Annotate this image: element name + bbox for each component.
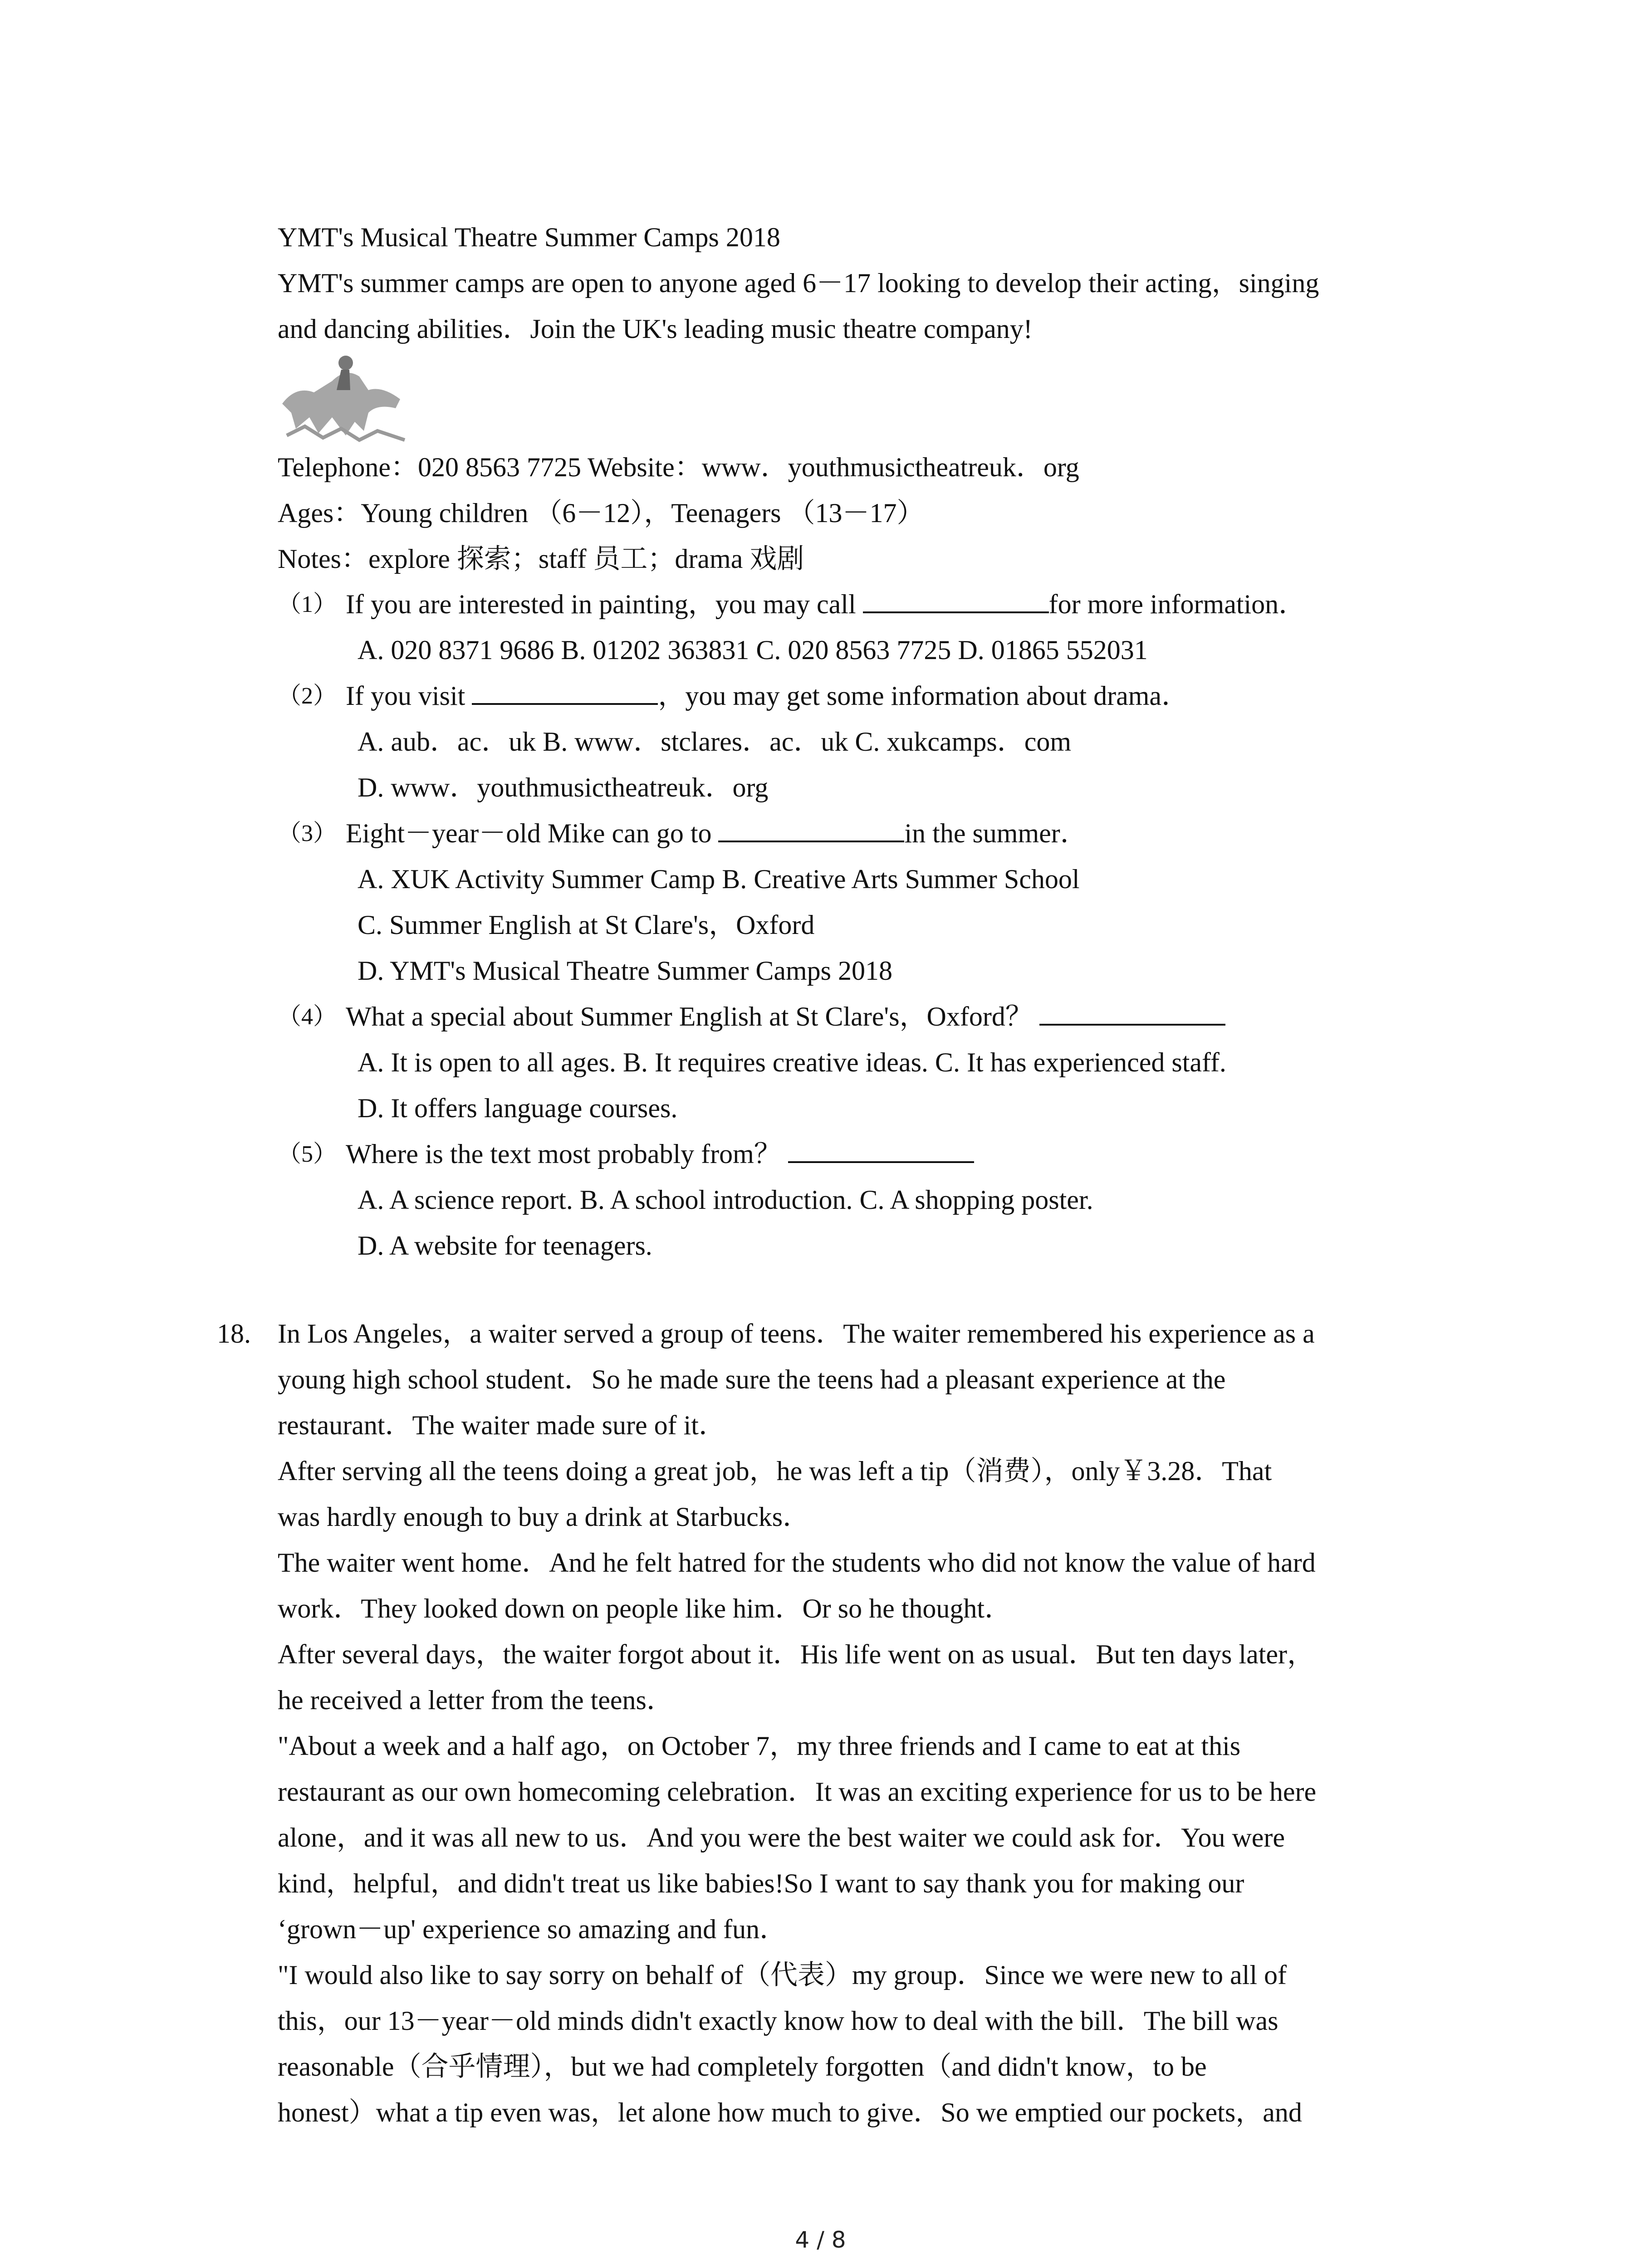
telephone-line: Telephone：020 8563 7725 Website：www．youthmusictheatreuk．org (278, 452, 1079, 482)
passage-line: reasonable（合乎情理），but we had completely forgotten（and didn't know，to be (278, 2052, 1207, 2082)
option-line: D. www．youthmusictheatreuk．org (358, 772, 769, 802)
question-text-end: in the summer． (904, 818, 1087, 848)
passage-line: honest）what a tip even was，let alone how much to give．So we emptied our pockets，and (278, 2097, 1302, 2127)
passage-line: young high school student．So he made sure the teens had a pleasant experience at the (278, 1364, 1226, 1394)
passage-line: was hardly enough to buy a drink at Starbucks． (278, 1502, 810, 1532)
intro-title: YMT's Musical Theatre Summer Camps 2018 (278, 222, 780, 252)
notes-line: Notes：explore 探索；staff 员工；drama 戏剧 (278, 544, 804, 574)
option-line: D. It offers language courses. (358, 1093, 678, 1123)
question-number: （2） (278, 683, 337, 709)
answer-blank (472, 675, 658, 705)
questions-section (278, 582, 1534, 1269)
question-18-number: 18. (217, 1319, 251, 1349)
question-number: （3） (278, 821, 337, 846)
option-line: A. It is open to all ages. B. It requires creative ideas. C. It has experienced staff. (358, 1047, 1226, 1077)
question-4 (278, 994, 1534, 1040)
option-line: A. A science report. B. A school introduction. C. A shopping poster. (358, 1185, 1093, 1215)
answer-blank (863, 583, 1049, 613)
intro-line: YMT's summer camps are open to anyone aged 6－17 looking to develop their acting，singing (278, 268, 1319, 298)
question-1 (278, 582, 1534, 627)
question-text: If you are interested in painting，you may call (346, 589, 863, 619)
passage-line: alone，and it was all new to us．And you were the best waiter we could ask for．You were (278, 1823, 1285, 1853)
passage-line: ‘grown－up' experience so amazing and fun． (278, 1914, 787, 1944)
passage-line: The waiter went home．And he felt hatred for the students who did not know the value of hard (278, 1548, 1316, 1578)
passage-line: restaurant．The waiter made sure of it． (278, 1410, 726, 1440)
question-text-end: ，you may get some information about drama． (658, 681, 1189, 711)
answer-blank (1039, 996, 1225, 1026)
intro-section (278, 215, 1466, 352)
passage-line: "I would also like to say sorry on behalf of（代表）my group．Since we were new to all of (278, 1960, 1287, 1990)
passage-line: this，our 13－year－old minds didn't exactly know how to deal with the bill．The bill was (278, 2006, 1279, 2036)
option-line: A. XUK Activity Summer Camp B. Creative Arts Summer School (358, 864, 1080, 894)
passage-line: work．They looked down on people like him．Or so he thought． (278, 1593, 1012, 1623)
question-number: （5） (278, 1141, 337, 1167)
question-text: What a special about Summer English at St Clare's，Oxford？ (346, 1002, 1039, 1031)
question-text-end: for more information． (1048, 589, 1306, 619)
question-3 (278, 811, 1534, 856)
question-5 (278, 1131, 1534, 1177)
intro-line: and dancing abilities．Join the UK's leading music theatre company! (278, 314, 1033, 344)
question-number: （1） (278, 591, 337, 617)
option-line: C. Summer English at St Clare's，Oxford (358, 910, 815, 940)
passage-line: kind，helpful，and didn't treat us like babies!So I want to say thank you for making our (278, 1868, 1244, 1898)
ages-line: Ages：Young children （6－12），Teenagers （13－17） (278, 498, 924, 528)
question-number: （4） (278, 1004, 337, 1030)
answer-blank (788, 1133, 974, 1163)
theatre-logo-image (278, 349, 414, 445)
passage-line: In Los Angeles，a waiter served a group of teens．The waiter remembered his experience as a (278, 1319, 1315, 1349)
option-line: A. aub．ac．uk B. www．stclares．ac．uk C. xukcamps．com (358, 727, 1072, 757)
option-line: A. 020 8371 9686 B. 01202 363831 C. 020 8563 7725 D. 01865 552031 (358, 635, 1148, 665)
passage-line: After several days，the waiter forgot about it．His life went on as usual．But ten days later， (278, 1639, 1314, 1669)
page-number: 4 / 8 (795, 2227, 846, 2253)
question-18-passage (278, 1311, 1466, 2136)
contact-section (278, 445, 1466, 582)
question-text: Eight－year－old Mike can go to (346, 818, 719, 848)
option-line: D. YMT's Musical Theatre Summer Camps 2018 (358, 956, 892, 986)
passage-line: restaurant as our own homecoming celebration．It was an exciting experience for us to be here (278, 1777, 1317, 1807)
passage-line: After serving all the teens doing a great job，he was left a tip（消费），only￥3.28．That (278, 1456, 1272, 1486)
answer-blank (718, 812, 904, 842)
question-2 (278, 673, 1534, 719)
passage-line: "About a week and a half ago，on October 7，my three friends and I came to eat at this (278, 1731, 1241, 1761)
question-text: If you visit (346, 681, 472, 711)
passage-line: he received a letter from the teens． (278, 1685, 674, 1715)
question-text: Where is the text most probably from？ (346, 1139, 788, 1169)
option-line: D. A website for teenagers. (358, 1231, 652, 1261)
